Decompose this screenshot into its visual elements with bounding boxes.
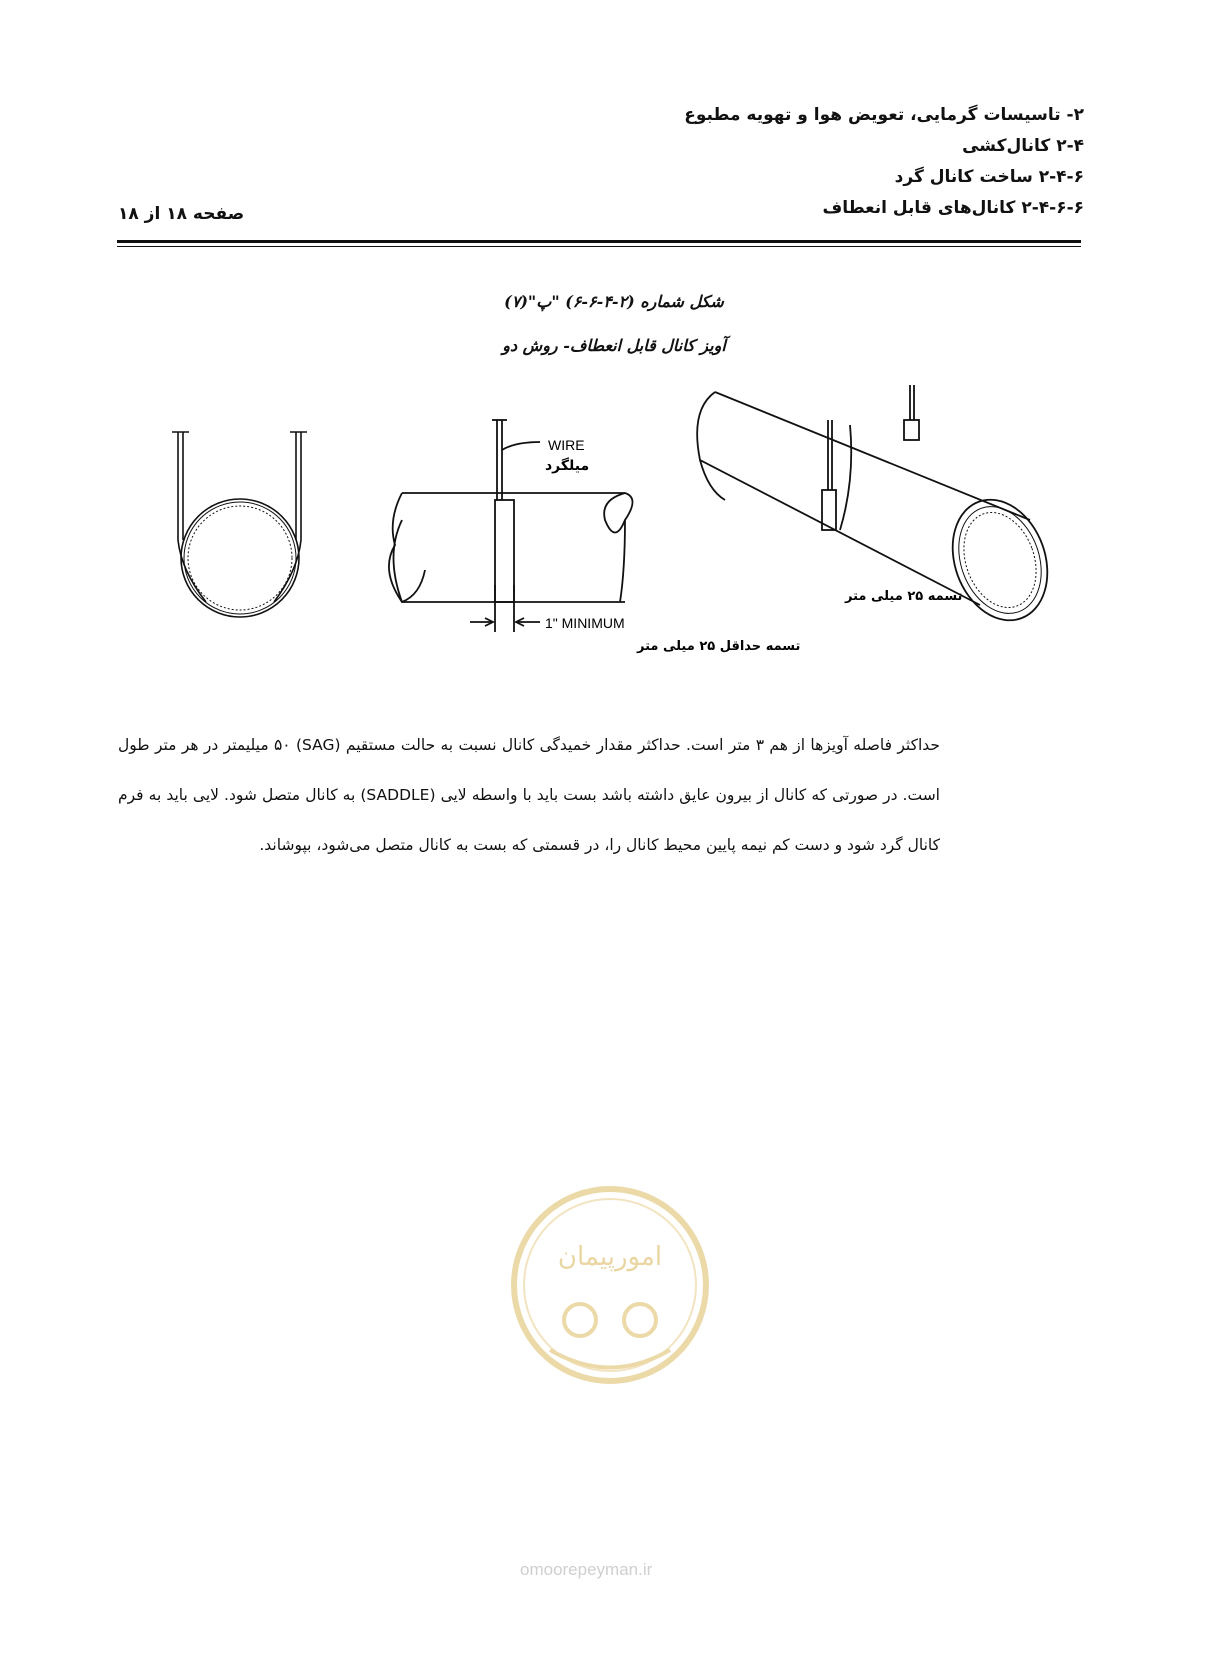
header-line-3: ۲-۴-۶ ساخت کانال گرد (894, 167, 1084, 187)
page-number: صفحه ۱۸ از ۱۸ (118, 204, 245, 224)
ring-hanger-drawing (172, 432, 307, 617)
label-strap-minimum: تسمه حداقل ۲۵ میلی متر (637, 639, 801, 654)
duct-side-drawing (389, 420, 633, 632)
body-text (118, 720, 940, 870)
header-line-4: ۲-۴-۶-۶ کانال‌های قابل انعطاف (822, 198, 1084, 218)
label-milgard: میلگرد (545, 458, 590, 474)
label-one-inch-minimum: 1" MINIMUM (545, 615, 625, 631)
watermark-logo-text: امورپیمان (557, 1242, 663, 1272)
header-line-2: ۲-۴ کانال‌کشی (962, 136, 1084, 156)
hanger-figure (0, 370, 1228, 680)
body-paragraph: حداکثر فاصله آویزها از هم ۳ متر است. حداکثر مقدار خمیدگی کانال نسبت به حالت مستقیم (SAG) ۵۰ میلیمتر در هر متر طول است. در صورتی که کانال از بیرون عایق داشته باشد بست باید با واسطه لایی (SADDLE) به کانال متصل شود. لایی باید به فرم کانال گرد شود و دست کم نیمه پایین محیط کانال را، در قسمتی که بست به کانال متصل می‌شود، بپوشاند. (118, 736, 940, 854)
header-line-1: ۲- تاسیسات گرمایی، تعویض هوا و تهویه مطبوع (684, 105, 1084, 125)
label-wire: WIRE (548, 437, 585, 453)
watermark-url: omoorepeyman.ir (520, 1560, 653, 1579)
header-rule-thick (117, 240, 1081, 243)
figure-caption-title: آویز کانال قابل انعطاف- روش دو (502, 336, 726, 355)
header-rule-thin (117, 246, 1081, 247)
header-sections (684, 100, 1084, 224)
label-strap: تسمه ۲۵ میلی متر (845, 589, 963, 604)
watermark-logo (510, 1185, 710, 1565)
figure-caption-number: شکل شماره (۲-۴-۶-۶) "پ"(۷) (504, 292, 724, 311)
